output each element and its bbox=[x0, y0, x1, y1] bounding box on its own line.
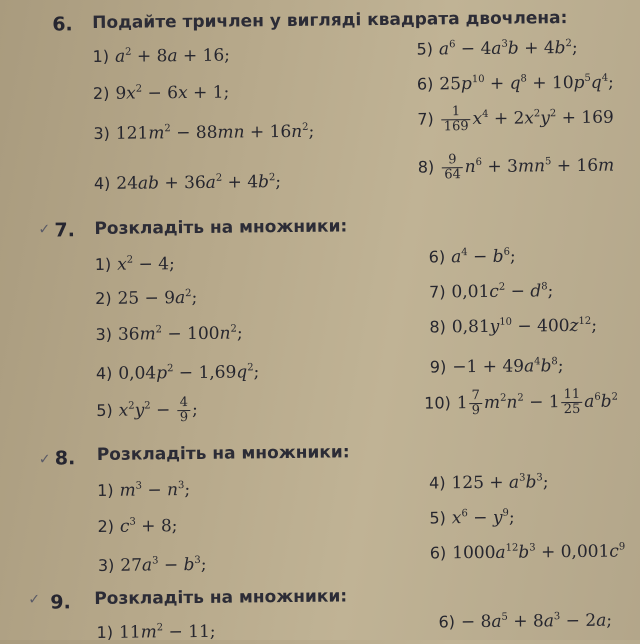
ex6-expr-4: $24ab + 36a^2 + 4b^2$; bbox=[116, 172, 282, 194]
ex8-expr-2: $c^3 + 8$; bbox=[119, 516, 178, 537]
ex7-expr-4: $0,04p^2 - 1,69q^2$; bbox=[118, 362, 260, 384]
ex6-item-8: 8) $\frac{9}{64}$ $n^6 + 3mn^5 + 16m$ bbox=[417, 152, 615, 183]
ex7-item-10: 10) 1 $\frac{7}{9}$ $m^2n^2 - 1$ $\frac{11}{25}$ $a^6b^2$ bbox=[424, 386, 619, 419]
ex8-expr-3: $27a^3 - b^3$; bbox=[120, 554, 207, 576]
ex6-item-3: 3) $121m^2 - 88mn + 16n^2$; bbox=[93, 121, 315, 144]
check-mark-7: ✓ bbox=[38, 221, 51, 238]
ex6-item-7: 7) $\frac{1}{169}$ $x^4 + 2x^2y^2 + 169$ bbox=[417, 104, 614, 135]
ex8-item-3: 3) $27a^3 - b^3$; bbox=[97, 554, 207, 576]
ex6-item-1: 1) $a^2 + 8a + 16$; bbox=[92, 45, 231, 67]
ex6-item-6: 6) $25p^{10} + q^8 + 10p^5q^4$; bbox=[416, 72, 614, 95]
ex7-expr-8: $0,81y^{10} - 400z^{12}$; bbox=[451, 315, 598, 338]
ex7-expr-7: $0,01c^2 - d^8$; bbox=[451, 281, 554, 303]
ex6-expr-3: $121m^2 - 88mn + 16n^2$; bbox=[115, 121, 315, 144]
ex6-item-2: 2) $9x^2 - 6x + 1$; bbox=[92, 82, 230, 104]
exercise-title-6: Подайте тричлен у вигляді квадрата двочлена: bbox=[92, 8, 568, 34]
exercise-title-7: Розкладіть на множники: bbox=[94, 216, 348, 240]
ex7-item-6: 6) $a^4 - b^6$; bbox=[428, 246, 516, 268]
ex6-expr-1: $a^2 + 8a + 16$; bbox=[114, 45, 231, 67]
ex7-expr-1: $x^2 - 4$; bbox=[117, 254, 175, 275]
ex7-expr-10: 1 $\frac{7}{9}$ $m^2n^2 - 1$ $\frac{11}{25}$ $a^6b^2$ bbox=[456, 386, 619, 419]
exercise-number-8: 8. bbox=[54, 447, 76, 470]
ex6-expr-5: $a^6 - 4a^3b + 4b^2$; bbox=[438, 37, 578, 60]
exercise-number-9: 9. bbox=[50, 591, 71, 614]
ex7-item-1: 1) $x^2 - 4$; bbox=[94, 254, 175, 275]
ex6-expr-6: $25p^{10} + q^8 + 10p^5q^4$; bbox=[439, 72, 614, 95]
ex8-expr-1: $m^3 - n^3$; bbox=[119, 480, 191, 501]
ex7-expr-9: $-1 + 49a^4b^8$; bbox=[452, 356, 564, 378]
exercise-number-7: 7. bbox=[54, 219, 75, 242]
ex7-item-5: 5) $x^2y^2$ − $\frac{4}{9}$ ; bbox=[96, 395, 198, 426]
ex9-item-6: $6) - 8a^5 + 8a^3 - 2a$; bbox=[438, 610, 613, 633]
ex7-expr-5: $x^2y^2$ − $\frac{4}{9}$ ; bbox=[118, 395, 198, 426]
ex8-item-4: 4) $125 + a^3b^3$; bbox=[428, 472, 549, 494]
ex7-expr-2: $25 - 9a^2$; bbox=[117, 287, 198, 309]
ex9-item-1: 1) $11m^2 - 11$; bbox=[96, 621, 216, 643]
ex8-item-6: 6) $1000a^{12}b^3 + 0,001c^9$ bbox=[429, 541, 626, 564]
ex8-item-5: 5) $x^6 - y^9$; bbox=[429, 507, 515, 529]
ex9-expr-1: $11m^2 - 11$; bbox=[118, 621, 216, 643]
ex7-item-2: 2) $25 - 9a^2$; bbox=[95, 287, 198, 309]
ex6-expr-7: $\frac{1}{169}$ $x^4 + 2x^2y^2 + 169$ bbox=[440, 108, 614, 130]
ex7-item-7: 7) $0,01c^2 - d^8$; bbox=[428, 281, 554, 303]
ex7-item-4: 4) $0,04p^2 - 1,69q^2$; bbox=[95, 362, 260, 384]
ex8-expr-4: $125 + a^3b^3$; bbox=[451, 472, 549, 494]
ex7-expr-6: $a^4 - b^6$; bbox=[451, 246, 516, 268]
exercise-number-6: 6. bbox=[52, 13, 73, 36]
ex6-expr-8: $\frac{9}{64}$ $n^6 + 3mn^5 + 16m$ bbox=[440, 156, 614, 178]
ex7-item-8: 8) $0,81y^{10} - 400z^{12}$; bbox=[429, 315, 598, 338]
ex6-item-5: 5) $a^6 - 4a^3b + 4b^2$; bbox=[416, 37, 578, 60]
ex7-item-9: $9) -1 + 49a^4b^8$; bbox=[429, 356, 564, 378]
ex6-item-4: 4) $24ab + 36a^2 + 4b^2$; bbox=[93, 172, 282, 194]
ex7-expr-3: $36m^2 - 100n^2$; bbox=[117, 323, 243, 345]
ex9-expr-6: − $8a^5 + 8a^3 - 2a$; bbox=[460, 610, 613, 633]
check-mark-8: ✓ bbox=[38, 451, 51, 468]
ex6-expr-2: $9x^2 - 6x + 1$; bbox=[115, 82, 230, 104]
ex8-expr-6: $1000a^{12}b^3 + 0,001c^9$ bbox=[452, 541, 626, 564]
exercise-title-9: Розкладіть на множники: bbox=[94, 586, 348, 610]
ex7-item-3: 3) $36m^2 - 100n^2$; bbox=[95, 323, 243, 345]
ex8-item-1: 1) $m^3 - n^3$; bbox=[97, 480, 191, 501]
check-mark-9: ✓ bbox=[28, 591, 41, 608]
exercise-title-8: Розкладіть на множники: bbox=[96, 442, 350, 466]
ex8-item-2: 2) $c^3 + 8$; bbox=[97, 516, 178, 537]
ex8-expr-5: $x^6 - y^9$; bbox=[451, 507, 515, 529]
